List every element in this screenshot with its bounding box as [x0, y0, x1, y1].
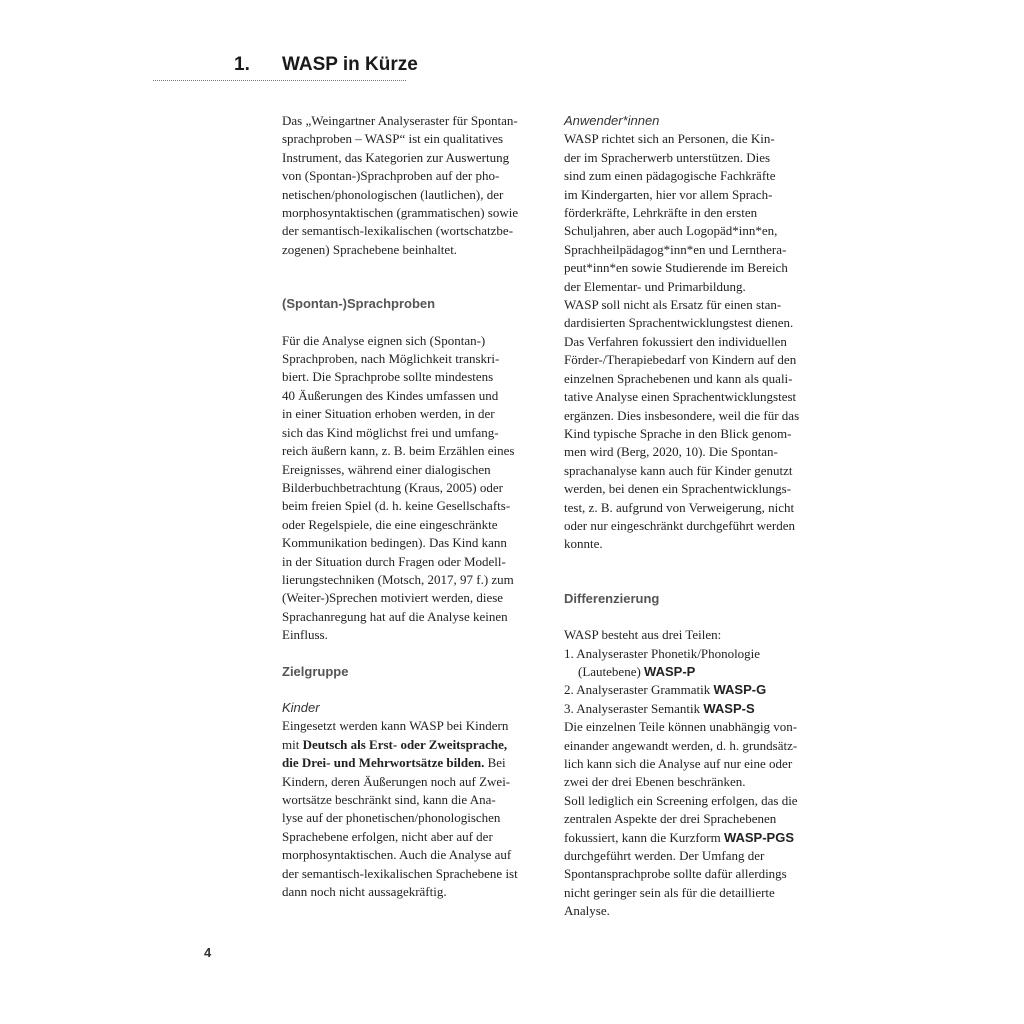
- text-line: von (Spontan-)Sprachproben auf der pho-: [282, 168, 500, 184]
- text-line: sich das Kind möglichst frei und umfang-: [282, 424, 499, 440]
- text-line: WASP richtet sich an Personen, die Kin-: [564, 131, 775, 147]
- emphasis-text: die Drei- und Mehrwortsätze bilden.: [282, 755, 485, 771]
- text-line: beim freien Spiel (d. h. keine Gesellschafts-: [282, 498, 511, 514]
- subheading-kinder: Kinder: [282, 699, 320, 715]
- text-line: WASP besteht aus drei Teilen:: [564, 627, 722, 643]
- list-item: 3. Analyseraster Semantik WASP-S: [564, 700, 755, 716]
- text-line: sprachanalyse kann auch für Kinder genutzt: [564, 462, 793, 478]
- text-line: der semantisch-lexikalischen (wortschatzbe-: [282, 223, 514, 239]
- text-line: Kindern, deren Äußerungen noch auf Zwei-: [282, 773, 511, 789]
- text-line: Ereignisses, während einer dialogischen: [282, 461, 491, 477]
- chapter-number: 1.: [234, 54, 250, 75]
- text-line: mit Deutsch als Erst- oder Zweitsprache,: [282, 736, 508, 752]
- anwender-paragraph: [564, 130, 832, 553]
- text-line: zwei der drei Ebenen beschränken.: [564, 774, 746, 790]
- text-line: Sprachebene erfolgen, nicht aber auf der: [282, 828, 493, 844]
- text-line: förderkräfte, Lehrkräfte in den ersten: [564, 205, 758, 221]
- text-line: der Elementar- und Primarbildung.: [564, 278, 746, 294]
- intro-paragraph: [282, 112, 550, 259]
- text-line: Spontansprachprobe sollte dafür allerdings: [564, 866, 787, 882]
- sprachproben-paragraph: [282, 332, 550, 645]
- text-line: Sprachanregung hat auf die Analyse keinen: [282, 608, 508, 624]
- text-line: sind zum einen pädagogische Fachkräfte: [564, 168, 776, 184]
- text-line: morphosyntaktischen (grammatischen) sowie: [282, 205, 519, 221]
- text-line: Sprachproben, nach Möglichkeit transkri-: [282, 351, 500, 367]
- text-line: (Weiter-)Sprechen motiviert werden, diese: [282, 590, 504, 606]
- text-line: nicht geringer sein als für die detaillierte: [564, 884, 775, 900]
- text-line: Schuljahren, aber auch Logopäd*inn*en,: [564, 223, 778, 239]
- text-line: oder Regelspiele, die eine eingeschränkte: [282, 516, 498, 532]
- subheading-anwender: Anwender*innen: [564, 113, 660, 128]
- text-line: peut*inn*en sowie Studierende im Bereich: [564, 260, 788, 276]
- text-line: in der Situation durch Fragen oder Modell-: [282, 553, 506, 569]
- module-code: WASP-P: [644, 663, 696, 679]
- text-line: ergänzen. Dies insbesondere, weil die für das: [564, 407, 800, 423]
- text-line: oder nur eingeschränkt durchgeführt werden: [564, 517, 796, 533]
- text-line: dann noch nicht aussagekräftig.: [282, 884, 447, 900]
- page-number: 4: [204, 945, 212, 960]
- text-line: 40 Äußerungen des Kindes umfassen und: [282, 387, 499, 403]
- right-column: [564, 112, 832, 921]
- text-line: Analyse.: [564, 903, 610, 919]
- heading-zielgruppe: Zielgruppe: [282, 663, 349, 679]
- text-line: dardisierten Sprachentwicklungstest dienen.: [564, 315, 794, 331]
- text-line: men wird (Berg, 2020, 10). Die Spontan-: [564, 444, 778, 460]
- text-line: lyse auf der phonetischen/phonologischen: [282, 810, 501, 826]
- text-line: Soll lediglich ein Screening erfolgen, das die: [564, 792, 798, 808]
- text-line: Förder-/Therapiebedarf von Kindern auf den: [564, 352, 797, 368]
- list-item: 1. Analyseraster Phonetik/Phonologie: [564, 645, 761, 661]
- text-line: wortsätze beschränkt sind, kann die Ana-: [282, 792, 496, 807]
- text-line: einander angewandt werden, d. h. grundsätz-: [564, 737, 798, 753]
- text-line: zogenen) Sprachebene beinhaltet.: [282, 241, 458, 257]
- list-item-continuation: (Lautebene) WASP-P: [578, 663, 696, 679]
- chapter-title: WASP in Kürze: [282, 54, 418, 75]
- text-line: WASP soll nicht als Ersatz für einen stan-: [564, 297, 782, 313]
- text-line: lierungstechniken (Motsch, 2017, 97 f.) zum: [282, 571, 514, 587]
- text-line: konnte.: [564, 536, 603, 552]
- text-line: Das „Weingartner Analyseraster für Spontan-: [282, 113, 518, 128]
- text-line: Eingesetzt werden kann WASP bei Kindern: [282, 718, 509, 734]
- text-line: in einer Situation erhoben werden, in der: [282, 406, 495, 422]
- text-line: test, z. B. aufgrund von Verweigerung, nicht: [564, 499, 795, 515]
- text-line: zentralen Aspekte der drei Sprachebenen: [564, 811, 777, 827]
- text-line: fokussiert, kann die Kurzform WASP-PGS: [564, 829, 795, 845]
- text-line: Kommunikation bedingen). Das Kind kann: [282, 535, 507, 551]
- text-line: reich äußern kann, z. B. beim Erzählen eines: [282, 443, 515, 459]
- text-line: lich kann sich die Analyse auf nur eine oder: [564, 756, 793, 771]
- text-line: biert. Die Sprachprobe sollte mindestens: [282, 369, 494, 385]
- text-line: durchgeführt werden. Der Umfang der: [564, 848, 765, 864]
- left-column: [282, 112, 550, 901]
- module-code: WASP-G: [713, 682, 767, 698]
- text-line: Die einzelnen Teile können unabhängig von-: [564, 719, 798, 735]
- text-line: Sprachheilpädagog*inn*en und Lernthera-: [564, 241, 787, 257]
- list-item: 2. Analyseraster Grammatik WASP-G: [564, 682, 767, 698]
- heading-spontan-sprachproben: (Spontan-)Sprachproben: [282, 296, 436, 312]
- module-code: WASP-S: [703, 700, 755, 716]
- heading-differenzierung: Differenzierung: [564, 590, 660, 606]
- text-line: werden, bei denen ein Sprachentwicklungs-: [564, 481, 792, 497]
- text-line: im Kindergarten, hier vor allem Sprach-: [564, 186, 773, 202]
- text-line: Kind typische Sprache in den Blick genom-: [564, 425, 792, 441]
- module-code: WASP-PGS: [723, 829, 795, 845]
- text-line: der semantisch-lexikalischen Sprachebene ist: [282, 865, 518, 881]
- text-line: netischen/phonologischen (lautlichen), der: [282, 186, 504, 202]
- text-line: der im Spracherwerb unterstützen. Dies: [564, 149, 771, 165]
- text-line: Bilderbuchbetrachtung (Kraus, 2005) oder: [282, 479, 503, 495]
- text-line: sprachproben – WASP“ ist ein qualitatives: [282, 131, 504, 147]
- kinder-paragraph: [282, 717, 550, 901]
- text-line: die Drei- und Mehrwortsätze bilden. Bei: [282, 755, 506, 771]
- emphasis-text: Deutsch als Erst- oder Zweitsprache,: [302, 736, 508, 752]
- text-line: tative Analyse einen Sprachentwicklungstest: [564, 389, 797, 405]
- text-line: Das Verfahren fokussiert den individuellen: [564, 333, 787, 349]
- text-line: Für die Analyse eignen sich (Spontan-): [282, 332, 486, 348]
- title-dotted-rule: [153, 80, 406, 81]
- text-line: einzelnen Sprachebenen und kann als quali-: [564, 370, 793, 386]
- differenzierung-paragraph: [564, 626, 832, 921]
- text-line: Instrument, das Kategorien zur Auswertung: [282, 149, 510, 165]
- text-line: Einfluss.: [282, 627, 328, 643]
- text-line: morphosyntaktischen. Auch die Analyse auf: [282, 847, 512, 863]
